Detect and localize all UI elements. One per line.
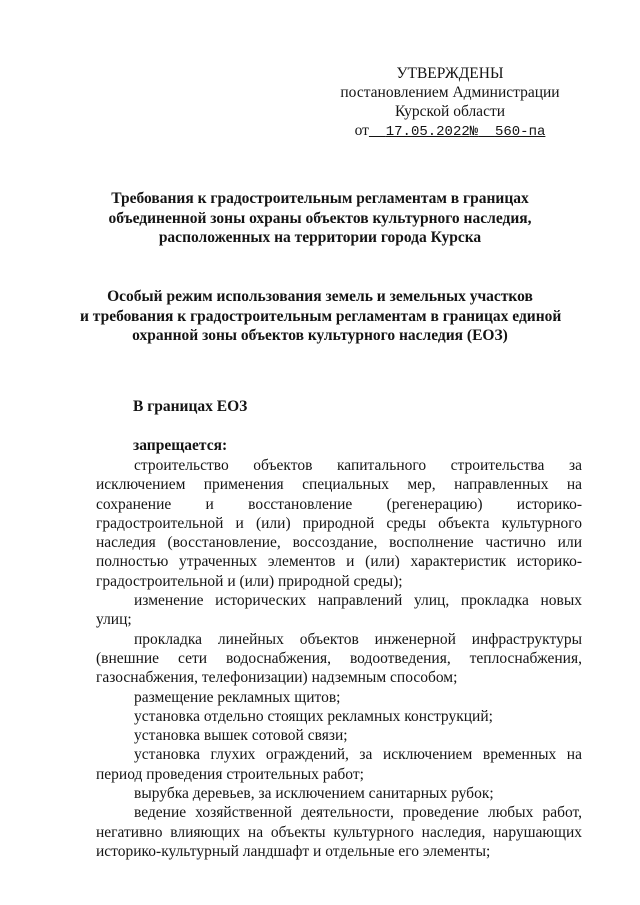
- list-item: установка отдельно стоящих рекламных конструкций;: [134, 707, 493, 725]
- approval-title: УТВЕРЖДЕНЫ: [396, 65, 504, 82]
- list-item: ведение хозяйственной деятельности, проведение любых работ, негативно влияющих на объекты культурного наследия, нарушающих историко-культурный ландшафт и отдельные его элементы;: [96, 804, 582, 860]
- list-item: прокладка линейных объектов инженерной инфраструктуры (внешние сети водоснабжения, водоотведения, теплоснабжения, газоснабжения, телефонизации) надземным способом;: [96, 630, 582, 687]
- zone-heading: В границах ЕОЗ: [133, 398, 248, 415]
- list-item: вырубка деревьев, за исключением санитарных рубок;: [134, 785, 494, 803]
- forbidden-label: запрещается:: [133, 437, 228, 454]
- approval-issuer: постановлением Администрации: [340, 84, 560, 101]
- approval-date: 17.05.2022: [385, 124, 470, 140]
- section-title: Особый режим использования земель и земельных участков и требования к градостроительным регламентам в границах единой охранной зоны объектов культурного наследия (ЕОЗ): [80, 288, 562, 344]
- approval-number: № 560-па: [469, 124, 546, 140]
- document-title: Требования к градостроительным регламентам в границах объединенной зоны охраны объектов культурного наследия, расположенных на территории города Курска: [108, 190, 532, 246]
- list-item: строительство объектов капитального строительства за исключением применения специальных мер, направленных на сохранение и восстановление (регенерацию) историко-градостроительной и (или) природной среды объекта культурного наследия (восстановление, воссоздание, восполнение частично или полностью утраченных элементов и (или) характеристик историко-градостроительной и (или) природной среды);: [96, 457, 582, 590]
- list-item: установка глухих ограждений, за исключением временных на период проведения строительных работ;: [96, 746, 582, 783]
- approval-date-line: [320, 121, 580, 142]
- approval-region: Курской области: [394, 103, 506, 120]
- list-item: установка вышек сотовой связи;: [134, 727, 348, 745]
- list-item: размещение рекламных щитов;: [134, 688, 341, 706]
- date-prefix: от: [354, 122, 369, 139]
- list-item: изменение исторических направлений улиц, прокладка новых улиц;: [96, 592, 582, 629]
- restrictions-list: [96, 456, 582, 861]
- approval-stamp: [320, 64, 580, 142]
